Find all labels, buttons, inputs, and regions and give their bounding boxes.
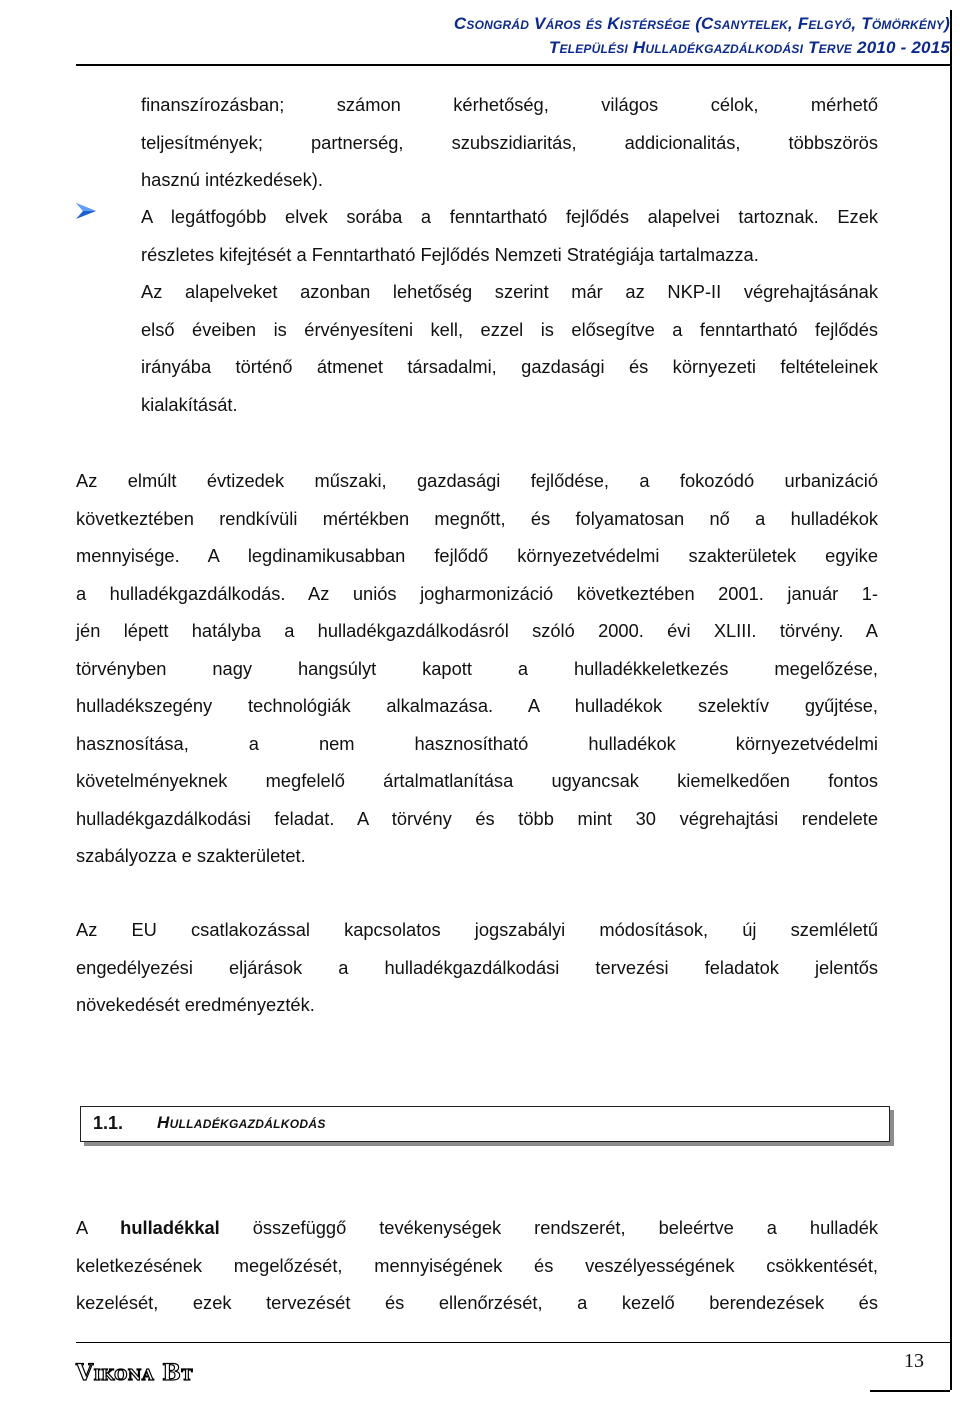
text-line: jén lépett hatályba a hulladékgazdálkodásról szóló 2000. évi XLIII. törvény. A — [76, 620, 878, 641]
text-line: részletes kifejtését a Fenntartható Fejlődés Nemzeti Stratégiája tartalmazza. — [141, 243, 759, 265]
text-line: kezelését, ezek tervezését és ellenőrzését, a kezelő berendezések és — [76, 1292, 878, 1313]
header-rule — [76, 64, 950, 66]
text-line: hulladékgazdálkodási feladat. A törvény és több mint 30 végrehajtási rendelete — [76, 807, 878, 829]
text-line: törvényben nagy hangsúlyt kapott a hulladékkeletkezés megelőzése, — [76, 657, 878, 679]
paragraph-eu — [76, 911, 878, 1024]
text-line: kialakítását. — [141, 393, 238, 415]
section-title: Hulladékgazdálkodás — [157, 1113, 326, 1132]
paragraph-continuation — [141, 86, 878, 199]
text-line: első éveiben is érvényesíteni kell, ezzel is elősegítve a fenntartható fejlődés — [141, 318, 878, 340]
page-border-right — [936, 10, 952, 1390]
text-line: növekedését eredményezték. — [76, 994, 315, 1015]
text-line: szabályozza e szakterületet. — [76, 845, 306, 866]
bold-term: hulladékkal — [120, 1217, 220, 1238]
text-line: mennyisége. A legdinamikusabban fejlődő környezetvédelmi szakterületek egyike — [76, 545, 878, 566]
section-number: 1.1. — [93, 1113, 124, 1133]
text-line: A legátfogóbb elvek sorába a fenntartható fejlődés alapelvei tartoznak. Ezek — [141, 206, 878, 227]
text-line: finanszírozásban; számon kérhetőség, világos célok, mérhető — [141, 94, 878, 115]
text-line: hasznú intézkedések). — [141, 169, 323, 190]
text-line: követelményeknek megfelelő ártalmatlanítása ugyancsak kiemelkedően fontos — [76, 770, 878, 791]
footer-rule — [76, 1342, 950, 1343]
paragraph-hulladekkal — [76, 1209, 878, 1322]
header-title-line2: Települési Hulladékgazdálkodási Terve 2010 - 2015 — [548, 38, 950, 57]
text-line: Az elmúlt évtizedek műszaki, gazdasági fejlődése, a fokozódó urbanizáció — [76, 470, 878, 491]
page-header — [76, 12, 950, 60]
arrow-bullet-icon — [74, 201, 100, 221]
bullet-item — [141, 198, 878, 423]
text-line: teljesítmények; partnerség, szubszidiaritás, addicionalitás, többszörös — [141, 131, 878, 153]
text-line: Az EU csatlakozással kapcsolatos jogszabályi módosítások, új szemléletű — [76, 919, 878, 940]
text-line: irányába történő átmenet társadalmi, gazdasági és környezeti feltételeinek — [141, 356, 878, 377]
text-line: a hulladékgazdálkodás. Az uniós jogharmonizáció következtében 2001. január 1- — [76, 582, 878, 604]
text-line: keletkezésének megelőzését, mennyiségének és veszélyességének csökkentését, — [76, 1254, 878, 1276]
text-span: A — [76, 1217, 121, 1238]
header-title-line1: Csongrád Város és Kistérsége (Csanytelek, Felgyő, Tömörkény) — [453, 14, 950, 33]
section-heading — [80, 1106, 890, 1142]
page-border-bottom — [870, 1390, 950, 1392]
text-line: hasznosítása, a nem hasznosítható hulladékok környezetvédelmi — [76, 732, 878, 754]
text-line — [76, 1209, 878, 1247]
text-line: hulladékszegény technológiák alkalmazása. A hulladékok szelektív gyűjtése, — [76, 695, 878, 716]
footer-logo: Vikona Bt — [76, 1360, 194, 1386]
page-number: 13 — [904, 1350, 924, 1372]
text-span: összefüggő tevékenységek rendszerét, beleértve a hulladék — [219, 1217, 879, 1238]
text-line: következtében rendkívüli mértékben megnőtt, és folyamatosan nő a hulladékok — [76, 507, 878, 529]
text-line: Az alapelveket azonban lehetőség szerint már az NKP-II végrehajtásának — [141, 281, 878, 302]
paragraph-hulladekok — [76, 462, 878, 875]
text-line: engedélyezési eljárások a hulladékgazdálkodási tervezési feladatok jelentős — [76, 956, 878, 978]
